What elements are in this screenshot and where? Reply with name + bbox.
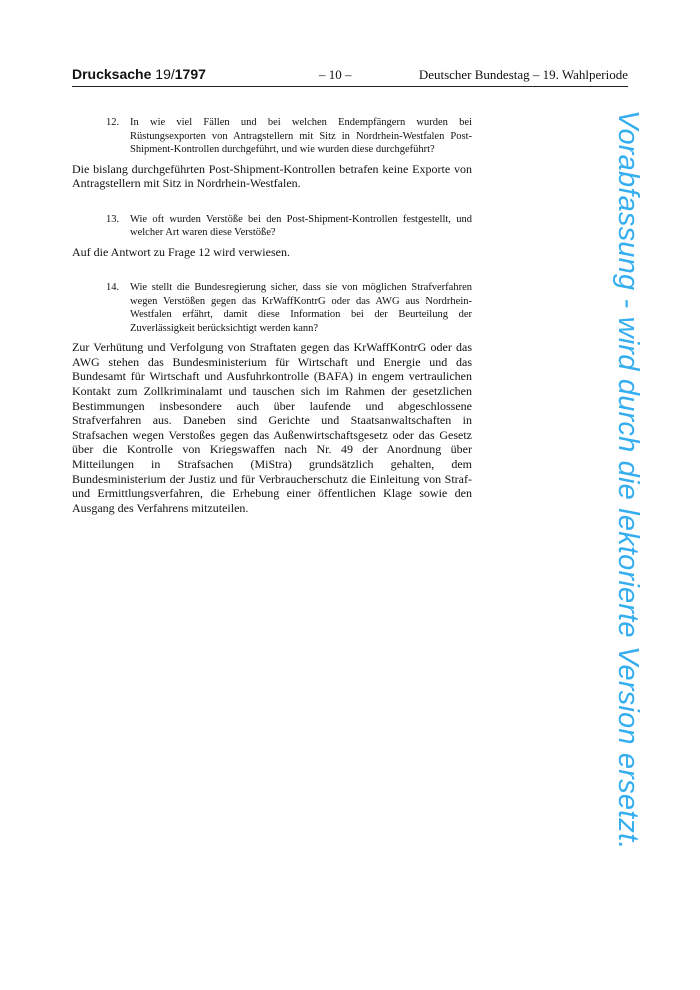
page-number: – 10 –	[319, 67, 352, 82]
question-12	[72, 116, 472, 157]
document-reference	[72, 66, 206, 82]
doc-number-prefix: 19/	[155, 66, 175, 82]
question-number: 13.	[106, 213, 120, 225]
document-body	[72, 116, 472, 515]
question-14	[72, 281, 472, 335]
question-text: Wie stellt die Bundesregierung sicher, dass sie von möglichen Strafverfahren wegen Verstößen gegen das KrWaffKontrG oder das AWG aus Nordrhein-Westfalen erfährt, damit diese Information bei der Beurteilung der Zuverlässigkeit berücksichtigt werden kann?	[130, 282, 472, 334]
publisher: Deutscher Bundestag – 19. Wahlperiode	[418, 67, 628, 82]
answer-13: Auf die Antwort zu Frage 12 wird verwiesen.	[72, 244, 290, 259]
answer-14: Zur Verhütung und Verfolgung von Straftaten gegen das KrWaffKontrG oder das AWG stehen das Bundesministerium für Wirtschaft und Energie und das Bundesamt für Wirtschaft und Ausfuhrkontrolle (BAFA) in engem vertraulichen Kontakt zum Zollkriminalamt und tauschen sich im Rahmen der gesetzlichen Bestimmungen insbesondere auch über laufende und abgeschlossene Strafverfahren aus. Daneben sind Gerichte und Staatsanwaltschaften in Strafsachen wegen Verstoßes gegen das Außenwirtschaftsgesetz oder das Gesetz über die Kontrolle von Kriegswaffen nach Nr. 49 der Anordnung über Mitteilungen in Strafsachen (MiStra) grundsätzlich gehalten, dem Bundesministerium der Justiz und für Verbraucherschutz die Einleitung von Straf- und Ermittlungsverfahren, die Erhebung einer öffentlichen Klage sowie den Ausgang des Verfahrens mitzuteilen.	[72, 340, 472, 515]
draft-watermark: Vorabfassung - wird durch die lektorierte Version ersetzt.	[612, 110, 644, 850]
question-number: 12.	[106, 117, 120, 128]
question-text: In wie viel Fällen und bei welchen Endempfängern wurden bei Rüstungsexporten von Antragstellern mit Sitz in Nordrhein-Westfalen Post-Shipment-Kontrollen durchgeführt, und wie wurden diese durchgeführt?	[130, 117, 472, 155]
question-13	[72, 213, 472, 240]
answer-12: Die bislang durchgeführten Post-Shipment-Kontrollen betrafen keine Exporte von Antragstellern mit Sitz in Nordrhein-Westfalen.	[72, 161, 472, 191]
question-number: 14.	[106, 282, 120, 294]
doc-label: Drucksache	[72, 66, 152, 82]
page-header	[72, 66, 628, 87]
question-text: Wie oft wurden Verstöße bei den Post-Shipment-Kontrollen festgestellt, und welcher Art waren diese Verstöße?	[130, 213, 472, 239]
doc-number: 1797	[174, 66, 206, 82]
